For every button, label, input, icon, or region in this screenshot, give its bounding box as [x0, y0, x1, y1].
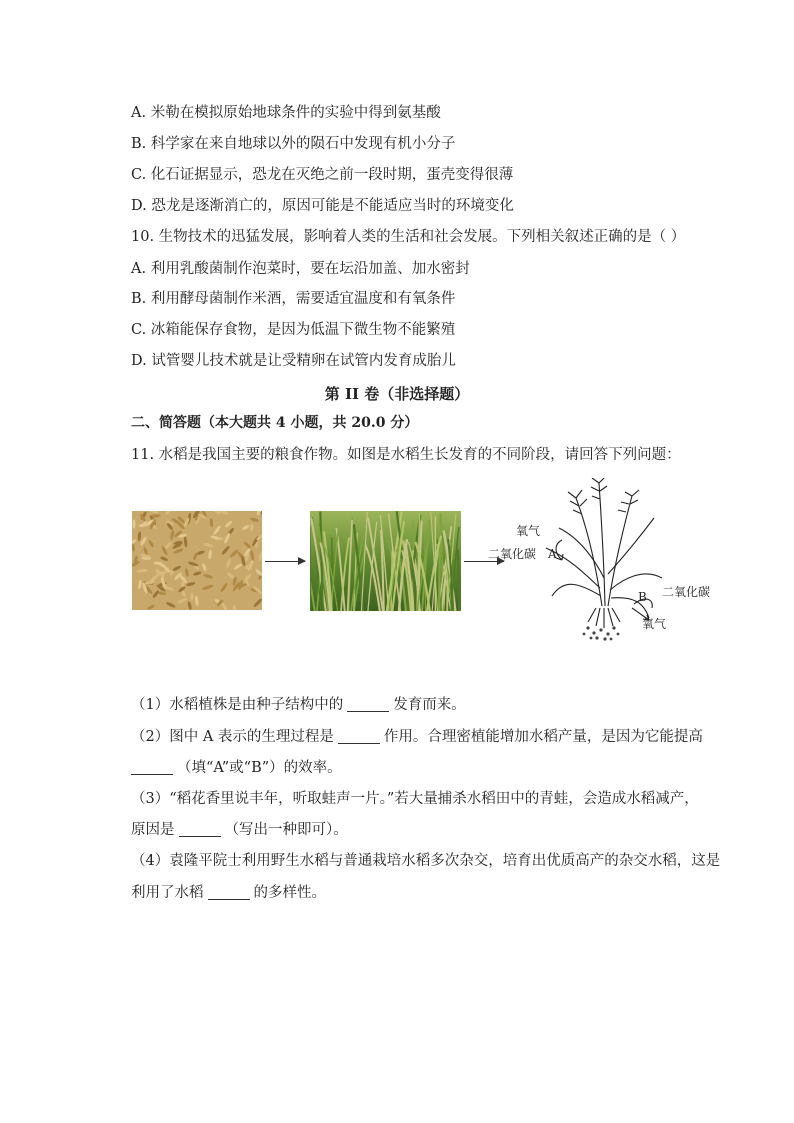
label-b: B	[638, 590, 647, 604]
q11-stem: 11. 水稻是我国主要的粮食作物。如图是水稻生长发育的不同阶段，请回答下列问题：	[131, 447, 681, 463]
q11-part2-text-a: （2）图中 A 表示的生理过程是	[131, 729, 334, 745]
rice-field-image	[310, 511, 461, 611]
q10-option-c: C. 冰箱能保存食物，是因为低温下微生物不能繁殖	[131, 322, 456, 338]
q11-part1	[131, 695, 466, 715]
answer-blank-1[interactable]	[347, 697, 389, 712]
q11-part4-text-b: 利用了水稻	[131, 885, 204, 901]
q9-option-c: C. 化石证据显示，恐龙在灭绝之前一段时期，蛋壳变得很薄	[131, 167, 514, 183]
label-co2-left: 二氧化碳	[488, 547, 537, 561]
q11-part3-cont	[131, 820, 348, 840]
label-co2-right: 二氧化碳	[662, 585, 711, 599]
answer-blank-4[interactable]	[179, 822, 221, 837]
q10-option-d: D. 试管婴儿技术就是让受精卵在试管内发育成胎儿	[131, 353, 456, 369]
answer-blank-3[interactable]	[131, 760, 173, 775]
answer-blank-2[interactable]	[338, 729, 380, 744]
label-oxygen-bottom: 氧气	[642, 617, 667, 631]
label-oxygen-top: 氧气	[516, 524, 541, 538]
rice-plant-diagram	[484, 478, 724, 646]
q9-option-a: A. 米勒在模拟原始地球条件的实验中得到氨基酸	[131, 105, 441, 121]
q11-part1-text-b: 发育而来。	[393, 697, 466, 713]
section-subtitle: 二、简答题（本大题共 4 小题，共 20.0 分）	[131, 415, 419, 431]
q10-option-a: A. 利用乳酸菌制作泡菜时，要在坛沿加盖、加水密封	[131, 261, 470, 277]
section-title: 第 II 卷（非选择题）	[324, 385, 470, 403]
q11-part4: （4）袁隆平院士利用野生水稻与普通栽培水稻多次杂交，培育出优质高产的杂交水稻，这是	[131, 853, 721, 869]
rice-seeds-image	[132, 511, 262, 610]
q11-part2-text-c: （填“A”或“B”）的效率。	[177, 760, 342, 776]
label-a: A	[548, 547, 557, 561]
q11-part4-cont	[131, 883, 326, 903]
q11-part4-text-c: 的多样性。	[253, 885, 326, 901]
q11-part3-text-c: （写出一种即可）。	[224, 822, 348, 838]
q11-part3: （3）“稻花香里说丰年，听取蛙声一片。”若大量捕杀水稻田中的青蛙，会造成水稻减产，	[131, 791, 699, 807]
q9-option-b: B. 科学家在来自地球以外的陨石中发现有机小分子	[131, 136, 456, 152]
q10-stem: 10. 生物技术的迅猛发展，影响着人类的生活和社会发展。下列相关叙述正确的是（ ）	[131, 229, 686, 245]
q11-part2	[131, 727, 703, 747]
q11-part2-cont	[131, 758, 342, 778]
q10-option-b: B. 利用酵母菌制作米酒，需要适宜温度和有氧条件	[131, 291, 456, 307]
arrow-seed-to-plant	[265, 561, 305, 562]
q11-part2-text-b: 作用。合理密植能增加水稻产量，是因为它能提高	[383, 729, 703, 745]
answer-blank-5[interactable]	[208, 885, 250, 900]
q9-option-d: D. 恐龙是逐渐消亡的，原因可能是不能适应当时的环境变化	[131, 198, 514, 214]
q11-part3-text-b: 原因是	[131, 822, 175, 838]
q11-part1-text-a: （1）水稻植株是由种子结构中的	[131, 697, 344, 713]
